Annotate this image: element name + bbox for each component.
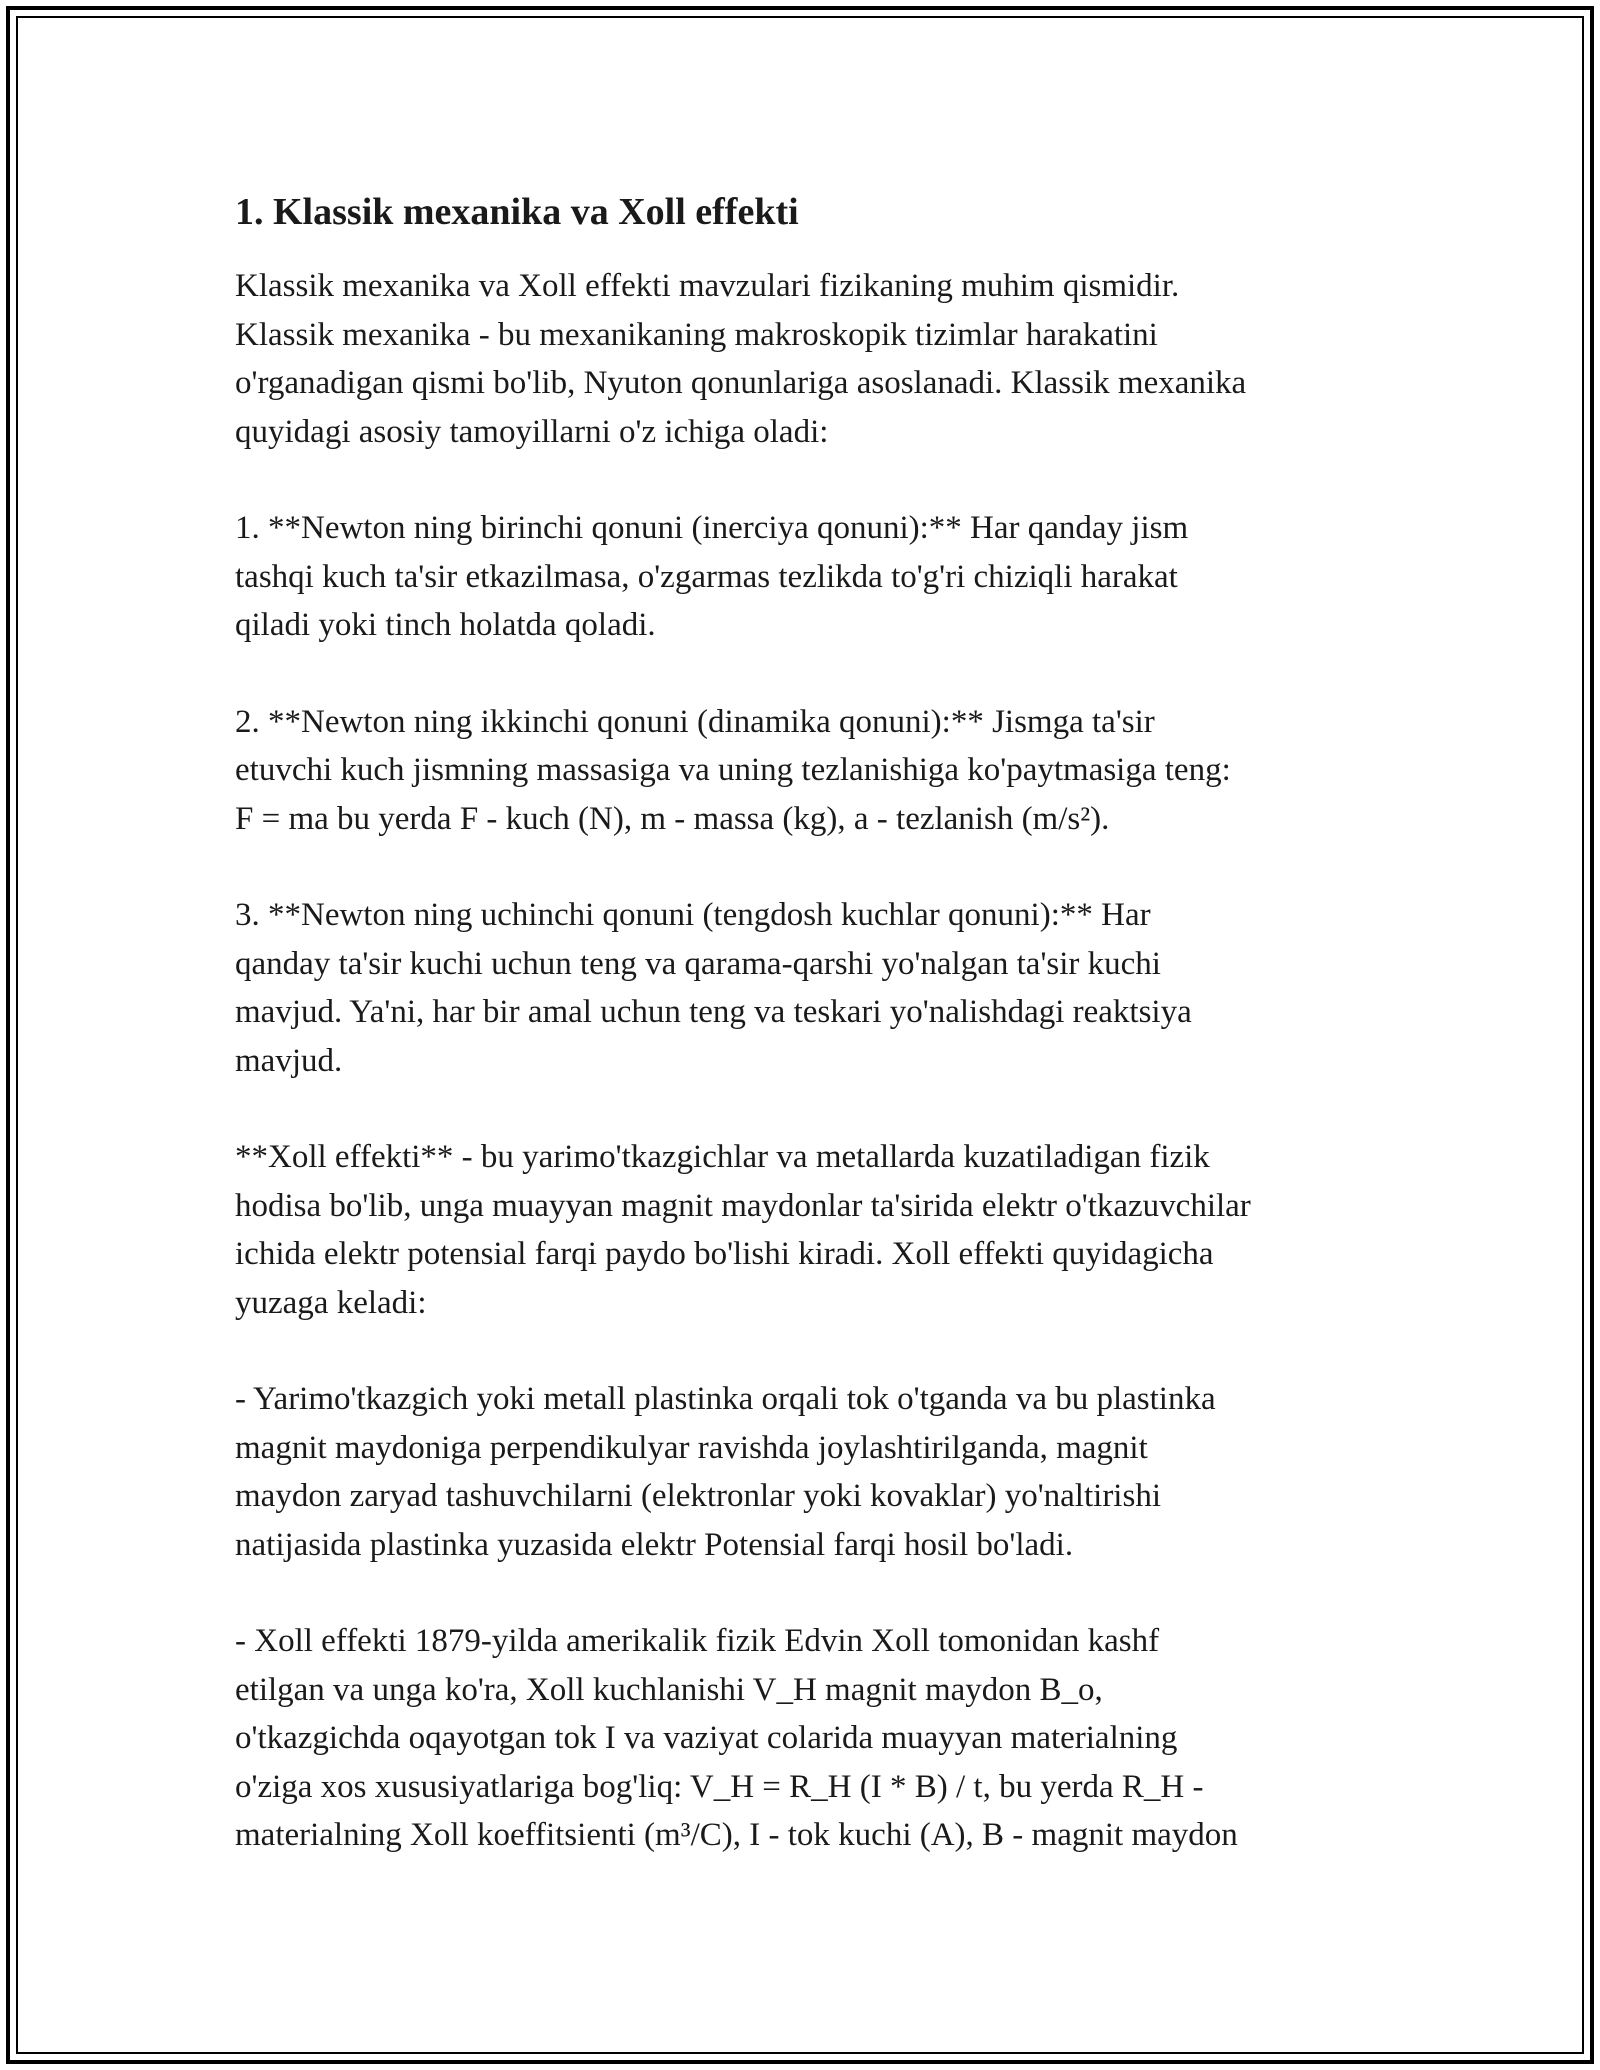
text-line: etilgan va unga ko'ra, Xoll kuchlanishi V_H magnit maydon B_o, [235, 1671, 1103, 1708]
text-line: Klassik mexanika - bu mexanikaning makroskopik tizimlar harakatini [235, 316, 1158, 353]
text-line: 1. **Newton ning birinchi qonuni (inerciya qonuni):** Har qanday jism [235, 510, 1189, 546]
document-body [235, 186, 1375, 1908]
text-line: qiladi yoki tinch holatda qoladi. [235, 607, 656, 643]
text-line: - Xoll effekti 1879-yilda amerikalik fizik Edvin Xoll tomonidan kashf [235, 1623, 1160, 1659]
text-line: o'rganadigan qismi bo'lib, Nyuton qonunlariga asoslanadi. Klassik mexanika [235, 365, 1247, 401]
text-line: quyidagi asosiy tamoyillarni o'z ichiga oladi: [235, 413, 829, 450]
text-line: materialning Xoll koeffitsienti (m³/C), I - tok kuchi (A), B - magnit maydon [235, 1817, 1238, 1853]
text-line: tashqi kuch ta'sir etkazilmasa, o'zgarmas tezlikda to'g'ri chiziqli harakat [235, 558, 1178, 595]
text-line: etuvchi kuch jismning massasiga va uning tezlanishiga ko'paytmasiga teng: [235, 752, 1231, 788]
section-title: 1. Klassik mexanika va Xoll effekti [235, 191, 799, 233]
text-line: magnit maydoniga perpendikulyar ravishda joylashtirilganda, magnit [235, 1429, 1148, 1466]
paragraph-newton-first-law [235, 504, 1375, 650]
text-line: - Yarimo'tkazgich yoki metall plastinka orqali tok o'tganda va bu plastinka [235, 1381, 1216, 1417]
text-line: 3. **Newton ning uchinchi qonuni (tengdosh kuchlar qonuni):** Har [235, 897, 1151, 933]
paragraph-hall-effect [235, 1133, 1375, 1327]
text-line: hodisa bo'lib, unga muayyan magnit maydonlar ta'sirida elektr o'tkazuvchilar [235, 1187, 1251, 1224]
text-line: o'tkazgichda oqayotgan tok I va vaziyat colarida muayyan materialning [235, 1720, 1178, 1756]
text-line: o'ziga xos xususiyatlariga bog'liq: V_H = R_H (I * B) / t, bu yerda R_H - [235, 1768, 1204, 1805]
paragraph-newton-second-law [235, 698, 1375, 844]
text-line: **Xoll effekti** - bu yarimo'tkazgichlar va metallarda kuzatiladigan fizik [235, 1139, 1210, 1175]
text-line: qanday ta'sir kuchi uchun teng va qarama-qarshi yo'nalgan ta'sir kuchi [235, 945, 1161, 982]
text-line: mavjud. [235, 1042, 343, 1079]
paragraph-hall-mechanism [235, 1375, 1375, 1569]
text-line: natijasida plastinka yuzasida elektr Potensial farqi hosil bo'ladi. [235, 1526, 1074, 1563]
paragraph-intro [235, 262, 1375, 456]
text-line: Klassik mexanika va Xoll effekti mavzulari fizikaning muhim qismidir. [235, 268, 1180, 304]
text-line: yuzaga keladi: [235, 1284, 427, 1321]
text-line: mavjud. Ya'ni, har bir amal uchun teng va teskari yo'nalishdagi reaktsiya [235, 994, 1192, 1030]
text-line: F = ma bu yerda F - kuch (N), m - massa (kg), a - tezlanish (m/s²). [235, 800, 1110, 837]
paragraph-hall-history [235, 1617, 1375, 1860]
text-line: maydon zaryad tashuvchilarni (elektronlar yoki kovaklar) yo'naltirishi [235, 1478, 1161, 1514]
text-line: ichida elektr potensial farqi paydo bo'lishi kiradi. Xoll effekti quyidagicha [235, 1236, 1214, 1272]
paragraph-newton-third-law [235, 891, 1375, 1085]
text-line: 2. **Newton ning ikkinchi qonuni (dinamika qonuni):** Jismga ta'sir [235, 703, 1155, 740]
